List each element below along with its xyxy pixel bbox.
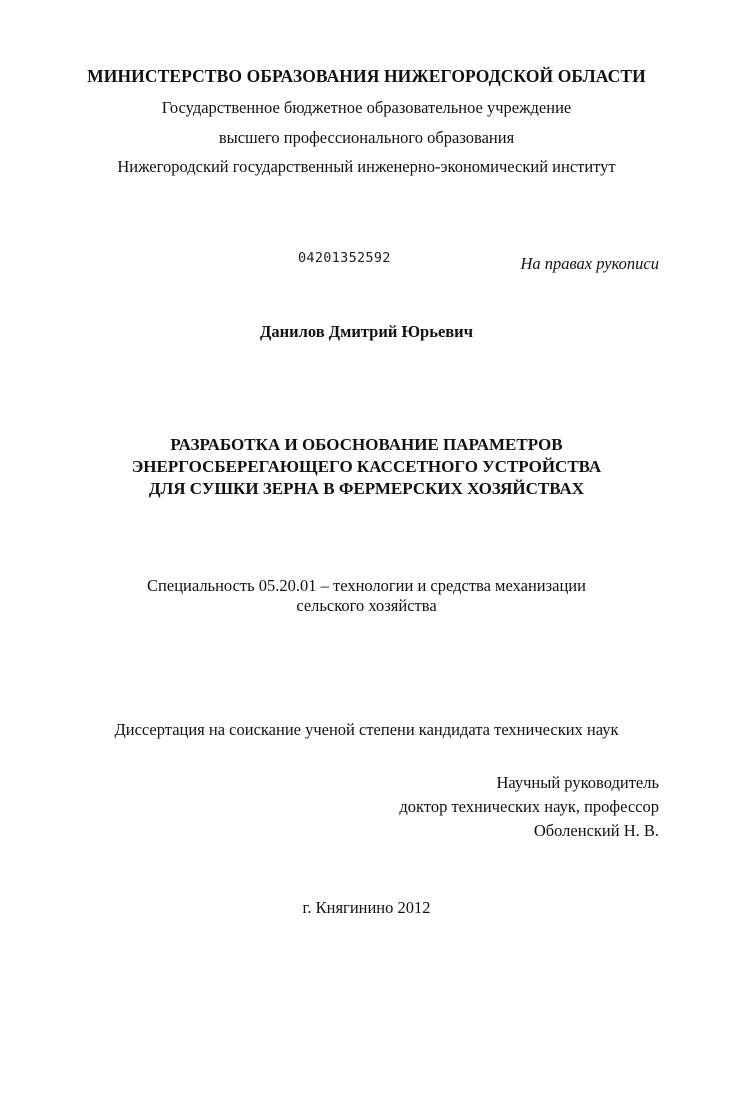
supervisor-role: Научный руководитель <box>496 773 659 792</box>
thesis-title-line-1: РАЗРАБОТКА И ОБОСНОВАНИЕ ПАРАМЕТРОВ <box>170 435 563 454</box>
ministry-heading: МИНИСТЕРСТВО ОБРАЗОВАНИЯ НИЖЕГОРОДСКОЙ ОБЛАСТИ <box>87 66 646 86</box>
supervisor-name: Оболенский Н. В. <box>533 821 659 840</box>
supervisor-degree: доктор технических наук, профессор <box>399 797 659 816</box>
manuscript-note: На правах рукописи <box>520 254 659 273</box>
thesis-title-line-3: ДЛЯ СУШКИ ЗЕРНА В ФЕРМЕРСКИХ ХОЗЯЙСТВАХ <box>148 479 585 498</box>
thesis-title-line-2: ЭНЕРГОСБЕРЕГАЮЩЕГО КАССЕТНОГО УСТРОЙСТВА <box>131 457 602 476</box>
specialty-line-2: сельского хозяйства <box>296 596 437 615</box>
specialty-line-1: Специальность 05.20.01 – технологии и средства механизации <box>147 576 586 595</box>
dissertation-purpose: Диссертация на соискание ученой степени кандидата технических наук <box>114 720 619 739</box>
city-year: г. Княгинино 2012 <box>302 898 431 917</box>
registration-code: 04201352592 <box>298 250 391 266</box>
institution-line-2: высшего профессионального образования <box>218 128 515 147</box>
institution-line-3: Нижегородский государственный инженерно-экономический институт <box>117 157 616 176</box>
institution-line-1: Государственное бюджетное образовательное учреждение <box>161 98 572 117</box>
author-name: Данилов Дмитрий Юрьевич <box>260 322 473 341</box>
